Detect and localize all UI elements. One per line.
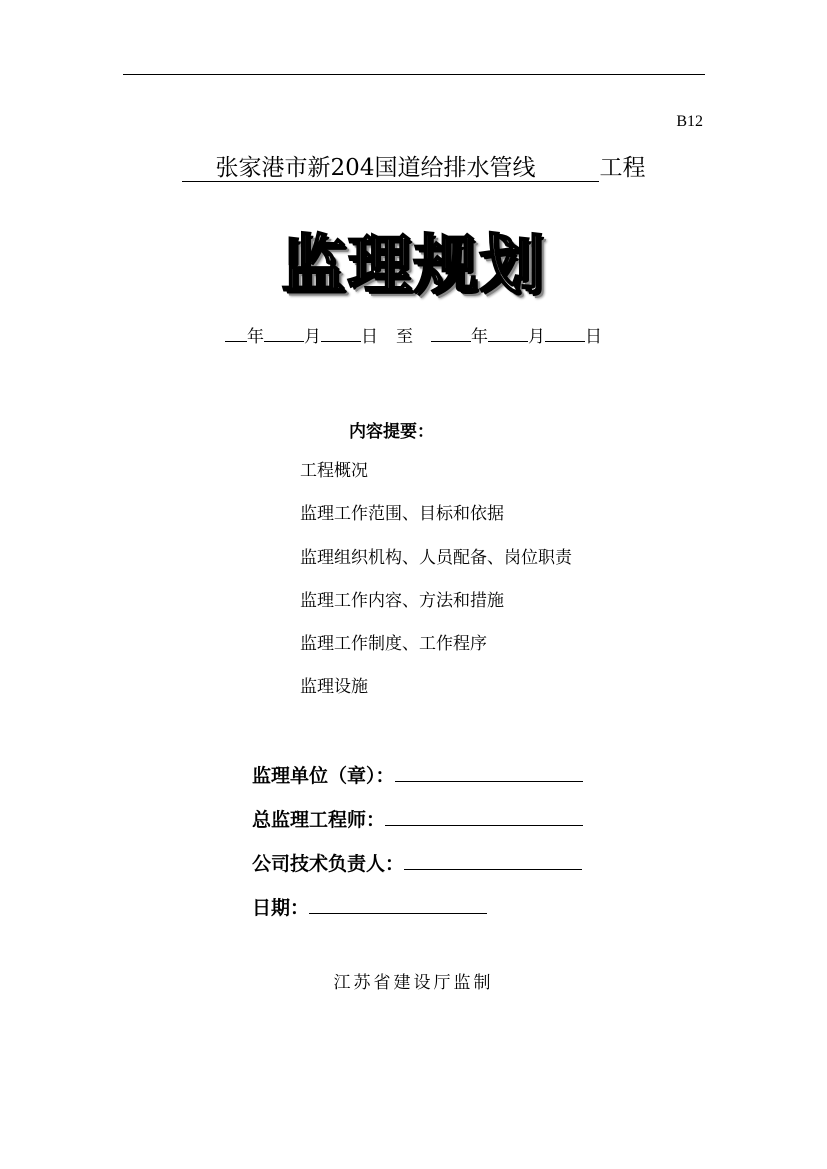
period-line [0, 322, 827, 347]
chief-engineer-row [252, 805, 583, 832]
contents-item: 监理工作范围、目标和依据 [300, 504, 504, 525]
start-month-label: 月 [304, 327, 321, 347]
to-label: 至 [396, 327, 413, 347]
end-month-blank [488, 323, 528, 342]
contents-item: 监理工作制度、工作程序 [300, 634, 487, 655]
contents-item: 监理工作内容、方法和措施 [300, 590, 504, 611]
supervision-unit-row [252, 761, 583, 788]
project-name-line [0, 149, 827, 182]
date-field [309, 895, 487, 914]
start-year-label: 年 [247, 327, 264, 347]
supervision-unit-field [395, 763, 583, 782]
end-day-label: 日 [585, 327, 602, 347]
project-suffix: 工程 [599, 155, 646, 181]
end-day-blank [545, 323, 585, 342]
tech-lead-field [404, 851, 582, 870]
date-row [252, 893, 487, 920]
start-day-blank [321, 323, 361, 342]
document-code: B12 [676, 113, 703, 130]
tech-lead-row [252, 849, 582, 876]
chief-engineer-field [385, 807, 583, 826]
contents-item: 监理设施 [300, 677, 368, 698]
date-label: 日期： [252, 897, 310, 919]
end-year-label: 年 [471, 327, 488, 347]
end-year-blank [431, 323, 471, 342]
page-title: 监理规划 [281, 229, 546, 303]
end-month-label: 月 [528, 327, 545, 347]
tech-lead-label: 公司技术负责人： [252, 853, 405, 875]
start-day-label: 日 [361, 327, 378, 347]
issuer-footer: 江苏省建设厅监制 [333, 973, 494, 993]
supervision-unit-label: 监理单位（章）： [252, 765, 395, 787]
start-month-blank [264, 323, 304, 342]
contents-heading: 内容提要： [349, 422, 434, 442]
contents-item: 监理组织机构、人员配备、岗位职责 [300, 547, 572, 568]
start-year-blank [225, 323, 247, 342]
contents-item: 工程概况 [300, 461, 368, 481]
top-rule [123, 74, 705, 75]
project-blank-right [535, 155, 599, 182]
contents-list [300, 458, 572, 718]
project-name: 张家港市新204国道给排水管线 [215, 155, 536, 181]
chief-engineer-label: 总监理工程师： [252, 809, 386, 831]
project-blank-left [182, 155, 216, 182]
